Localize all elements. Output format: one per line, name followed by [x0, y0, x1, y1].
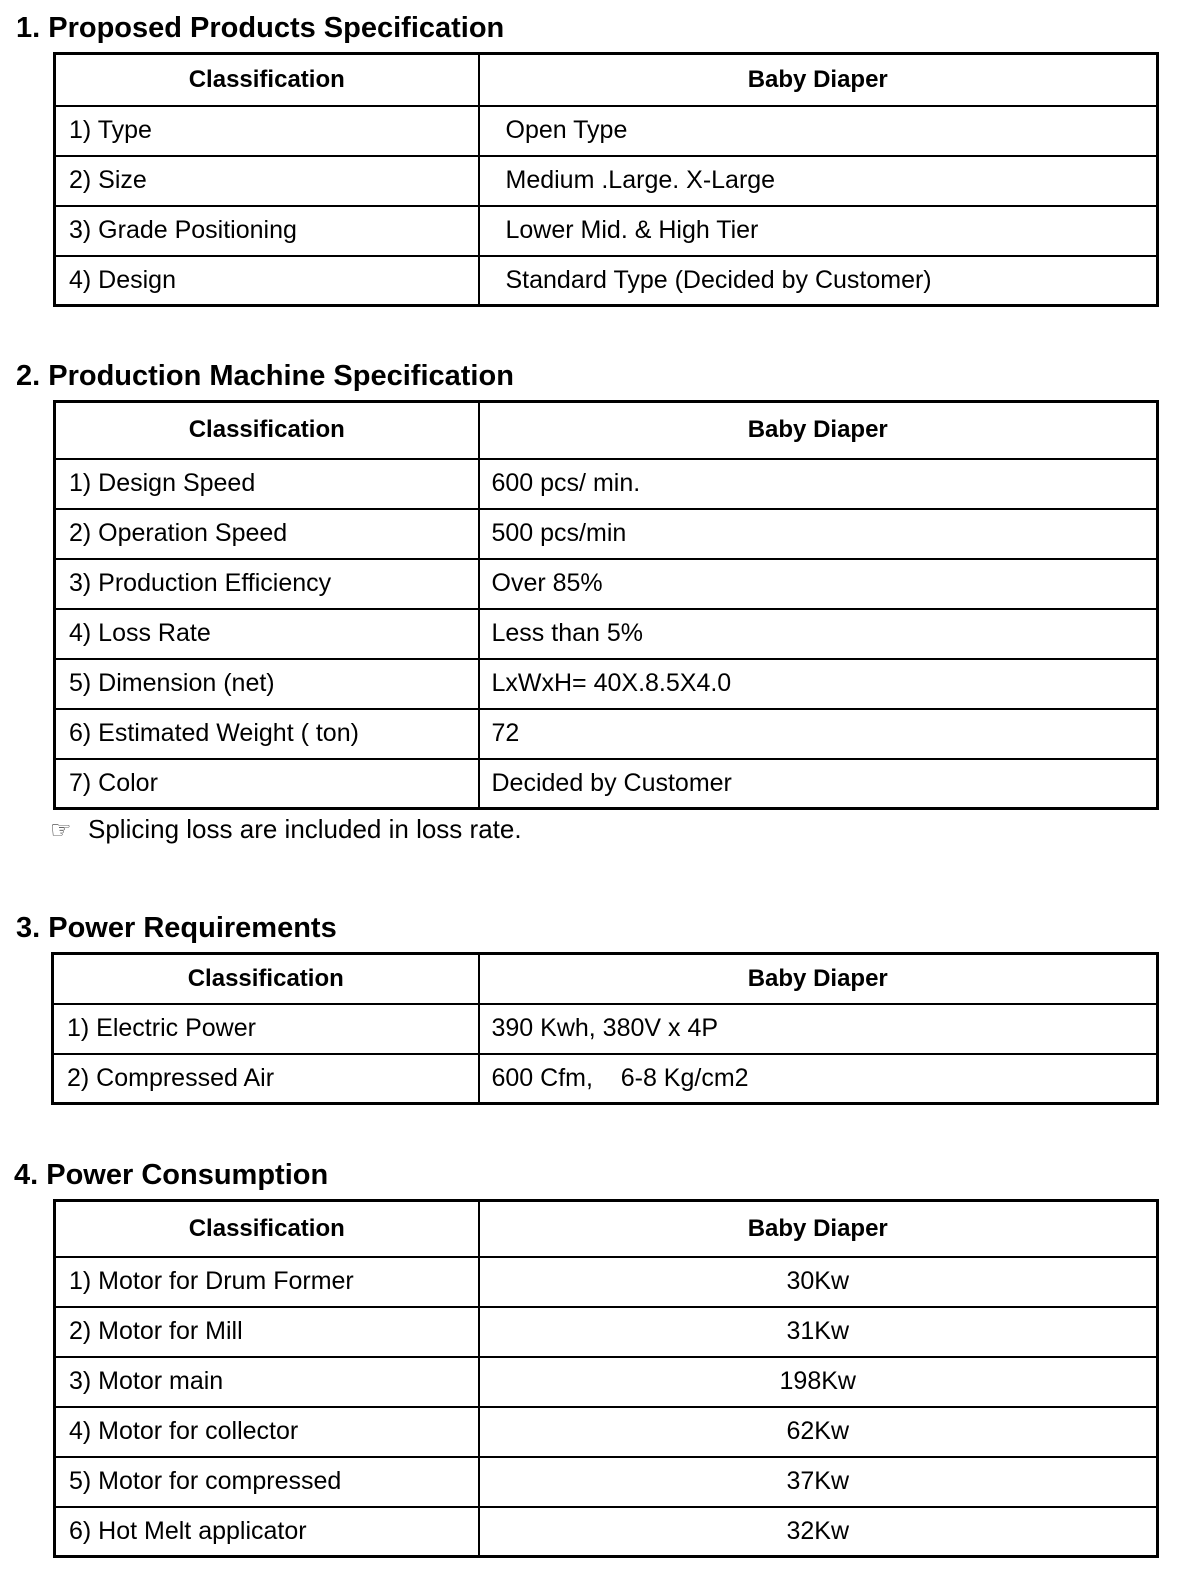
row-label: 6) Estimated Weight ( ton)	[55, 709, 479, 759]
row-label: 6) Hot Melt applicator	[55, 1507, 479, 1557]
row-value: Open Type	[479, 106, 1158, 156]
power-consumption-table	[53, 1199, 1159, 1558]
table-row	[53, 1004, 1158, 1054]
row-label: 2) Operation Speed	[55, 509, 479, 559]
section-title-machine: 2. Production Machine Specification	[16, 360, 514, 392]
machine-spec-table	[53, 400, 1159, 810]
row-label: 2) Size	[55, 156, 479, 206]
table-row	[55, 1257, 1158, 1307]
table-header-row	[53, 954, 1158, 1004]
row-value: Decided by Customer	[479, 759, 1158, 809]
row-label: 3) Grade Positioning	[55, 206, 479, 256]
table-row	[53, 1054, 1158, 1104]
row-value: 31Kw	[479, 1307, 1158, 1357]
row-label: 2) Compressed Air	[53, 1054, 479, 1104]
table-row	[55, 459, 1158, 509]
section-title-products: 1. Proposed Products Specification	[16, 12, 505, 44]
table-row	[55, 759, 1158, 809]
row-value: 198Kw	[479, 1357, 1158, 1407]
row-label: 1) Design Speed	[55, 459, 479, 509]
row-label: 5) Dimension (net)	[55, 659, 479, 709]
row-value: 32Kw	[479, 1507, 1158, 1557]
column-header-baby-diaper: Baby Diaper	[479, 1201, 1158, 1257]
row-label: 1) Electric Power	[53, 1004, 479, 1054]
products-spec-table	[53, 52, 1159, 307]
table-row	[55, 609, 1158, 659]
table-row	[55, 206, 1158, 256]
column-header-baby-diaper: Baby Diaper	[479, 54, 1158, 106]
row-label: 7) Color	[55, 759, 479, 809]
power-requirements-table	[51, 952, 1159, 1105]
column-header-classification: Classification	[55, 1201, 479, 1257]
pointing-hand-icon: ☞	[50, 816, 72, 844]
table-header-row	[55, 402, 1158, 459]
table-row	[55, 1407, 1158, 1457]
row-value: LxWxH= 40X.8.5X4.0	[479, 659, 1158, 709]
row-value: 30Kw	[479, 1257, 1158, 1307]
row-value: 600 pcs/ min.	[479, 459, 1158, 509]
row-value: Less than 5%	[479, 609, 1158, 659]
row-label: 3) Production Efficiency	[55, 559, 479, 609]
row-label: 1) Type	[55, 106, 479, 156]
table-row	[55, 559, 1158, 609]
row-value: Medium .Large. X-Large	[479, 156, 1158, 206]
row-value: 600 Cfm, 6-8 Kg/cm2	[479, 1054, 1158, 1104]
table-row	[55, 1507, 1158, 1557]
column-header-classification: Classification	[55, 402, 479, 459]
table-row	[55, 1457, 1158, 1507]
table-row	[55, 709, 1158, 759]
splicing-note	[50, 816, 522, 842]
row-value: Standard Type (Decided by Customer)	[479, 256, 1158, 306]
row-label: 4) Motor for collector	[55, 1407, 479, 1457]
row-label: 1) Motor for Drum Former	[55, 1257, 479, 1307]
table-row	[55, 106, 1158, 156]
row-value: Over 85%	[479, 559, 1158, 609]
row-value: 390 Kwh, 380V x 4P	[479, 1004, 1158, 1054]
row-label: 4) Loss Rate	[55, 609, 479, 659]
table-row	[55, 256, 1158, 306]
row-label: 3) Motor main	[55, 1357, 479, 1407]
column-header-classification: Classification	[55, 54, 479, 106]
table-row	[55, 156, 1158, 206]
column-header-baby-diaper: Baby Diaper	[479, 954, 1158, 1004]
row-value: 500 pcs/min	[479, 509, 1158, 559]
table-row	[55, 1357, 1158, 1407]
column-header-baby-diaper: Baby Diaper	[479, 402, 1158, 459]
section-title-power-consumption: 4. Power Consumption	[14, 1159, 329, 1191]
row-label: 5) Motor for compressed	[55, 1457, 479, 1507]
table-row	[55, 1307, 1158, 1357]
row-value: 72	[479, 709, 1158, 759]
note-text: Splicing loss are included in loss rate.	[88, 814, 522, 844]
row-value: Lower Mid. & High Tier	[479, 206, 1158, 256]
section-title-power-requirements: 3. Power Requirements	[16, 912, 337, 944]
row-value: 37Kw	[479, 1457, 1158, 1507]
row-label: 4) Design	[55, 256, 479, 306]
table-header-row	[55, 1201, 1158, 1257]
row-value: 62Kw	[479, 1407, 1158, 1457]
row-label: 2) Motor for Mill	[55, 1307, 479, 1357]
table-header-row	[55, 54, 1158, 106]
table-row	[55, 659, 1158, 709]
column-header-classification: Classification	[53, 954, 479, 1004]
table-row	[55, 509, 1158, 559]
